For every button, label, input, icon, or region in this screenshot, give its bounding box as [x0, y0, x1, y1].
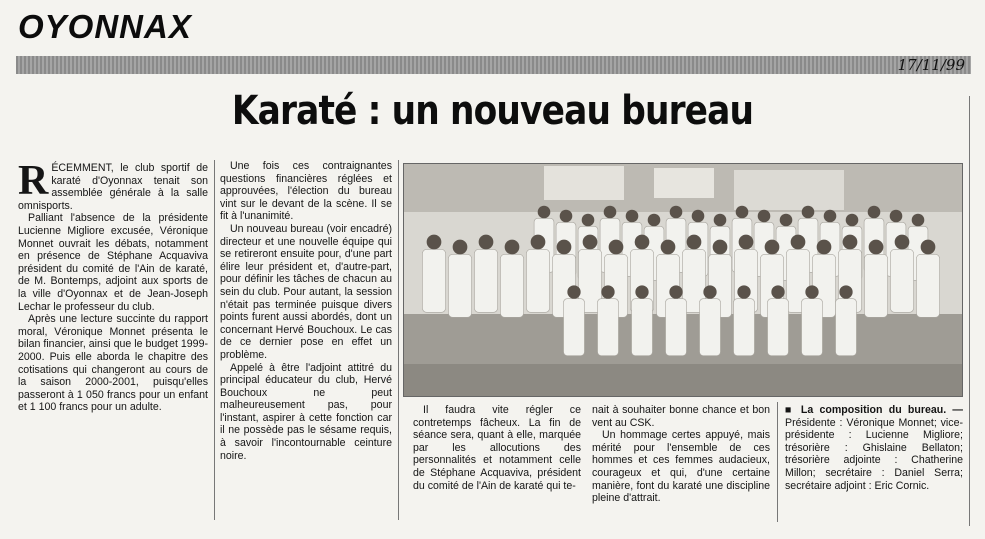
person-figure	[824, 210, 837, 223]
person-figure	[648, 214, 661, 227]
person-figure	[916, 254, 939, 317]
person-figure	[500, 254, 523, 317]
person-figure	[635, 285, 648, 298]
person-figure	[791, 235, 806, 250]
bureau-heading: ■ La composition du bureau. —	[785, 404, 963, 416]
person-figure	[780, 214, 793, 227]
masthead-date: 17/11/99	[897, 56, 965, 74]
person-figure	[713, 240, 728, 255]
person-figure	[700, 299, 721, 356]
col1-paragraph-3: Après une lecture succinte du rapport moral, Véronique Monnet présenta le bilan financier, ainsi que le budget 1999-2000. Puis elle aborda le chapitre des cotisations qui changeront au cours de la saison 2000-2001, puisqu'elles passeront à 1 050 francs pour un enfant et 1 100 francs pour un adulte.	[18, 313, 208, 414]
column-rule	[777, 402, 778, 522]
person-figure	[839, 285, 852, 298]
person-figure	[526, 249, 549, 312]
person-figure	[582, 214, 595, 227]
article-column-4	[592, 404, 770, 505]
person-figure	[890, 210, 903, 223]
column-rule	[214, 160, 215, 520]
person-figure	[771, 285, 784, 298]
person-figure	[869, 240, 884, 255]
person-figure	[560, 210, 573, 223]
masthead-town: OYONNAX	[18, 8, 192, 45]
person-figure	[817, 240, 832, 255]
person-figure	[427, 235, 442, 250]
column-rule	[398, 160, 399, 520]
person-figure	[895, 235, 910, 250]
person-figure	[890, 249, 913, 312]
person-figure	[583, 235, 598, 250]
person-figure	[505, 240, 520, 255]
person-figure	[703, 285, 716, 298]
person-figure	[609, 240, 624, 255]
person-figure	[737, 285, 750, 298]
col1-paragraph-2: Palliant l'absence de la présidente Lucienne Migliore excusée, Véronique Monnet ouvrait les débats, notamment en présence de Stéphane Acquaviva président du comité de l'Ain de karaté, de M. Bontemps, adjoint aux sports de la ville d'Oyonnax et de Jean-Joseph Lechar le professeur du club.	[18, 212, 208, 313]
col4-paragraph-1: nait à souhaiter bonne chance et bon vent au CSK.	[592, 404, 770, 429]
person-figure	[765, 240, 780, 255]
person-figure	[661, 240, 676, 255]
group-photo	[403, 163, 963, 397]
person-figure	[422, 249, 445, 312]
bureau-members: Présidente : Véronique Monnet; vice-présidente : Lucienne Migliore; trésorière : Ghislaine Bellaton; trésorière adjointe : Chatherine Millon; secrétaire : Daniel Serra; secrétaire adjoint : Eric Cornic.	[785, 416, 963, 492]
person-figure	[635, 235, 650, 250]
col2-paragraph-1: Une fois ces contraignantes questions financières réglées et approuvées, l'élection du bureau vint sur le devant de la scène. Il se fit à l'unanimité.	[220, 160, 392, 223]
person-figure	[669, 285, 682, 298]
person-figure	[670, 206, 683, 219]
person-figure	[601, 285, 614, 298]
person-figure	[474, 249, 497, 312]
person-figure	[868, 206, 881, 219]
person-figure	[912, 214, 925, 227]
person-figure	[805, 285, 818, 298]
masthead-bar	[16, 56, 971, 74]
person-figure	[567, 285, 580, 298]
col1-paragraph-1: ÉCEMMENT, le club sportif de karaté d'Oyonnax tenait son assemblée générale à la salle omnisports.	[18, 162, 208, 212]
person-figure	[736, 206, 749, 219]
person-figure	[632, 299, 653, 356]
person-figure	[921, 240, 936, 255]
person-figure	[692, 210, 705, 223]
col3-paragraph-1: Il faudra vite régler ce contretemps fâcheux. La fin de séance sera, quant à elle, marquée par les allocutions des personnalités et notamment celle de Stéphane Acquaviva, président du comité de l'Ain de karaté qui te-	[413, 404, 581, 492]
person-figure	[531, 235, 546, 250]
person-figure	[802, 299, 823, 356]
person-figure	[453, 240, 468, 255]
person-figure	[557, 240, 572, 255]
col4-paragraph-2: Un hommage certes appuyé, mais mérité pour l'ensemble de ces hommes et ces femmes audacieux, courageux et qui, d'une certaine manière, font du karaté une discipline pleine d'attrait.	[592, 429, 770, 505]
person-figure	[864, 254, 887, 317]
person-figure	[626, 210, 639, 223]
person-figure	[758, 210, 771, 223]
person-figure	[734, 299, 755, 356]
person-figure	[598, 299, 619, 356]
drop-cap: R	[18, 158, 49, 204]
person-figure	[666, 299, 687, 356]
person-figure	[843, 235, 858, 250]
person-figure	[802, 206, 815, 219]
person-figure	[564, 299, 585, 356]
person-figure	[604, 206, 617, 219]
col2-paragraph-2: Un nouveau bureau (voir encadré) directeur et une nouvelle équipe qui se retireront ensuite pour, d'une part élire leur président et, d'autre-part, pour définir les tâches de chacun au sein du club. Pour autant, la session n'était pas terminée puisque divers points furent aussi abordés, dont un concernant Hervé Bouchoux. Le cas de ce dernier pose en effet un problème.	[220, 222, 392, 361]
person-figure	[836, 299, 857, 356]
person-figure	[846, 214, 859, 227]
article-column-3	[413, 404, 581, 492]
article-column-1	[18, 158, 208, 414]
person-figure	[538, 206, 551, 219]
article-headline: Karaté : un nouveau bureau	[231, 88, 754, 134]
col2-paragraph-3: Appelé à être l'adjoint attitré du principal éducateur du club, Hervé Bouchoux ne peut malheureusement pas, pour l'instant, aspirer à cette fonction car il ne possède pas le sésame requis, à savoir l'incontournable ceinture noire.	[220, 361, 392, 462]
person-figure	[687, 235, 702, 250]
sidebar-bureau-composition	[785, 404, 963, 492]
group-photo-image	[404, 164, 962, 396]
person-figure	[479, 235, 494, 250]
person-figure	[739, 235, 754, 250]
person-figure	[768, 299, 789, 356]
article-column-2	[220, 160, 392, 462]
page-edge-rule	[969, 96, 970, 526]
person-figure	[448, 254, 471, 317]
person-figure	[714, 214, 727, 227]
